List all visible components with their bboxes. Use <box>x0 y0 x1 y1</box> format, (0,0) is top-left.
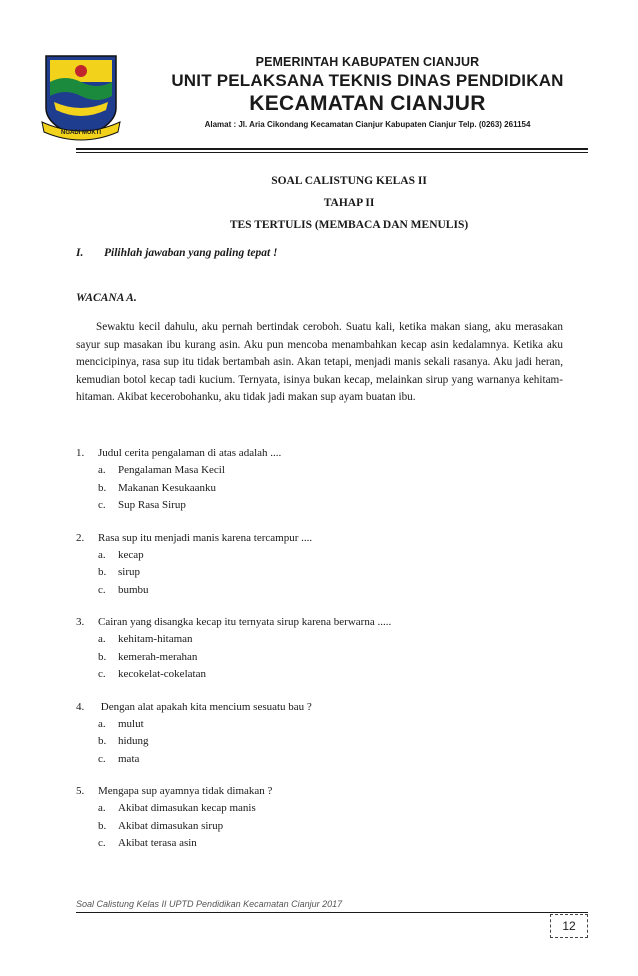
letterhead-district: KECAMATAN CIANJUR <box>249 92 486 115</box>
option-letter: b. <box>98 650 107 663</box>
answer-option <box>76 631 563 649</box>
exam-title <box>0 170 638 236</box>
question-item <box>76 529 563 600</box>
question-text <box>76 782 563 800</box>
question-item <box>76 698 563 769</box>
exam-title-line2: TAHAP II <box>323 197 375 209</box>
answer-option <box>76 666 563 684</box>
section-instruction <box>76 247 278 259</box>
letterhead-divider <box>76 148 588 150</box>
option-letter: a. <box>98 548 106 561</box>
option-text: kecap <box>118 548 144 561</box>
question-text <box>76 529 563 547</box>
letterhead-government: PEMERINTAH KABUPATEN CIANJUR <box>255 55 480 69</box>
letterhead-divider-thin <box>76 152 588 153</box>
option-letter: b. <box>98 566 107 578</box>
passage-title: WACANA A. <box>76 292 137 304</box>
section-instruction-text: Pilihlah jawaban yang paling tepat ! <box>104 247 278 259</box>
option-letter: b. <box>98 735 107 747</box>
question-text <box>76 698 563 716</box>
option-text: Akibat dimasukan sirup <box>118 819 224 832</box>
option-letter: c. <box>98 499 106 511</box>
option-text: bumbu <box>118 583 149 596</box>
section-number: I. <box>76 247 84 259</box>
option-text: kehitam-hitaman <box>118 633 193 645</box>
option-letter: c. <box>98 837 106 849</box>
question-item <box>76 782 563 853</box>
question-number: 4. <box>76 700 85 713</box>
footer-divider <box>76 912 588 913</box>
option-text: hidung <box>118 735 149 747</box>
answer-option <box>76 497 563 515</box>
option-letter: c. <box>98 583 106 596</box>
option-text: Sup Rasa Sirup <box>118 499 186 511</box>
option-letter: b. <box>98 481 107 494</box>
letterhead-address: Alamat : Jl. Aria Cikondang Kecamatan Cianjur Kabupaten Cianjur Telp. (0263) 261154 <box>204 120 531 129</box>
question-prompt: Dengan alat apakah kita mencium sesuatu bau ? <box>98 700 312 713</box>
answer-option <box>76 818 563 836</box>
question-prompt: Rasa sup itu menjadi manis karena tercampur .... <box>98 531 313 544</box>
exam-title-line3: TES TERTULIS (MEMBACA DAN MENULIS) <box>229 219 469 231</box>
option-text: Makanan Kesukaanku <box>118 481 217 494</box>
option-text: Pengalaman Masa Kecil <box>118 464 225 476</box>
question-prompt: Judul cerita pengalaman di atas adalah .... <box>98 447 282 459</box>
question-list <box>76 444 563 867</box>
logo-motto: NGADI MUKTI <box>61 130 101 136</box>
letterhead-unit: UNIT PELAKSANA TEKNIS DINAS PENDIDIKAN <box>171 71 564 90</box>
option-text: Akibat terasa asin <box>118 837 197 849</box>
answer-option <box>76 462 563 480</box>
option-letter: a. <box>98 464 106 476</box>
answer-option <box>76 800 563 818</box>
answer-option <box>76 547 563 565</box>
question-text <box>76 444 563 462</box>
answer-option <box>76 835 563 853</box>
letterhead <box>40 52 600 148</box>
option-letter: a. <box>98 717 106 730</box>
question-number: 3. <box>76 616 85 628</box>
option-text: kemerah-merahan <box>118 650 198 663</box>
option-letter: c. <box>98 668 106 680</box>
answer-option <box>76 582 563 600</box>
option-text: Akibat dimasukan kecap manis <box>118 802 256 814</box>
page-number: 12 <box>550 914 588 938</box>
option-text: kecokelat-cokelatan <box>118 668 206 680</box>
option-letter: b. <box>98 819 107 832</box>
exam-title-line1: SOAL CALISTUNG KELAS II <box>271 175 427 187</box>
option-text: mata <box>118 752 140 765</box>
cianjur-regency-logo <box>40 52 122 144</box>
option-text: sirup <box>118 566 140 578</box>
question-number: 5. <box>76 785 85 797</box>
answer-option <box>76 733 563 751</box>
answer-option <box>76 649 563 667</box>
answer-option <box>76 751 563 769</box>
option-letter: c. <box>98 752 106 765</box>
question-number: 1. <box>76 447 85 459</box>
question-item <box>76 613 563 684</box>
option-text: mulut <box>118 717 144 730</box>
answer-option <box>76 480 563 498</box>
question-item <box>76 444 563 515</box>
answer-option <box>76 716 563 734</box>
option-letter: a. <box>98 802 106 814</box>
question-prompt: Mengapa sup ayamnya tidak dimakan ? <box>98 785 273 797</box>
answer-option <box>76 564 563 582</box>
question-text <box>76 613 563 631</box>
option-letter: a. <box>98 633 106 645</box>
question-prompt: Cairan yang disangka kecap itu ternyata sirup karena berwarna ..... <box>98 616 392 628</box>
question-number: 2. <box>76 531 85 544</box>
footer-text: Soal Calistung Kelas II UPTD Pendidikan Kecamatan Cianjur 2017 <box>76 899 343 909</box>
reading-passage: Sewaktu kecil dahulu, aku pernah bertindak ceroboh. Suatu kali, ketika makan siang, aku merasakan sayur sup masakan ibu kurang asin. Aku pun mencoba menambahkan kecap asin kedalamnya. Ketika aku mencicipinya, rasa sup itu tidak bertambah asin. Akan tetapi, menjadi manis sekali rasanya. Aku jadi heran, kemudian botol kecap tadi kucium. Ternyata, isinya bukan kecap, melainkan sirup yang warnanya kehitam-hitaman. Akibat kecerobohanku, aku tidak jadi makan sup ayam buatan ibu. <box>76 321 563 404</box>
